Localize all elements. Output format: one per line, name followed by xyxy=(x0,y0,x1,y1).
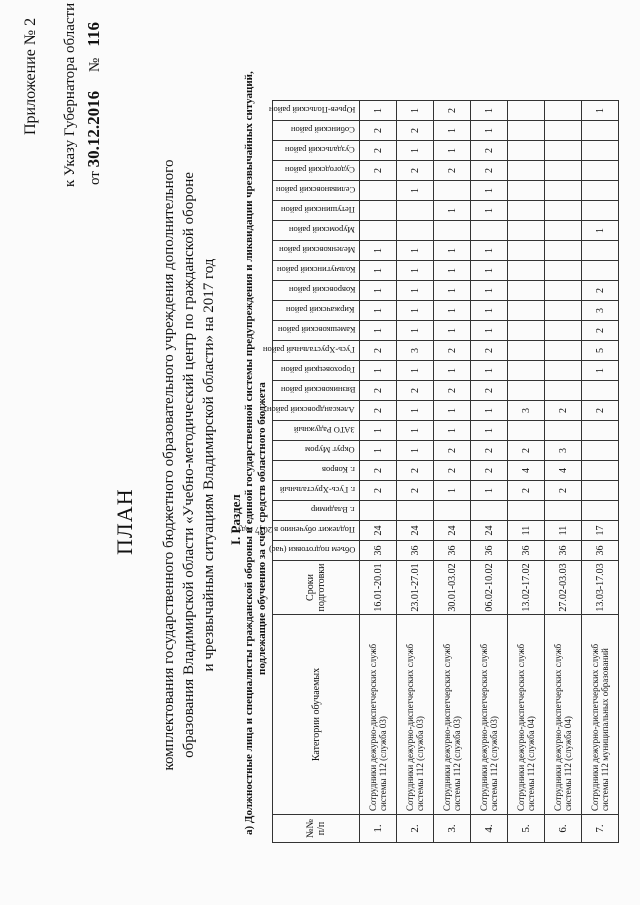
row-dates: 13.03-17.03 xyxy=(582,561,619,615)
row-district-count: 2 xyxy=(360,381,397,401)
row-number: 2. xyxy=(397,815,434,843)
row-category: Сотрудники дежурно-диспетчерских служб системы 112 (служба 03) xyxy=(434,615,471,815)
row-district-count xyxy=(508,501,545,521)
row-dates: 30.01-03.02 xyxy=(434,561,471,615)
row-district-count xyxy=(582,161,619,181)
row-district-count: 2 xyxy=(360,481,397,501)
decree-number-label: № xyxy=(87,57,103,73)
row-district-count xyxy=(582,461,619,481)
row-district-count: 2 xyxy=(582,321,619,341)
section-subtitle-1: а) Должностные лица и специалисты гражданской обороны и единой государственной системы предупреждения и ликвидации чрезвычайных ситуаций, xyxy=(243,71,255,835)
row-district-count xyxy=(582,121,619,141)
row-district-count: 2 xyxy=(508,441,545,461)
row-volume: 36 xyxy=(397,541,434,561)
row-volume: 36 xyxy=(545,541,582,561)
row-district-count: 2 xyxy=(471,141,508,161)
row-district-count xyxy=(545,281,582,301)
row-district-count xyxy=(545,221,582,241)
row-district-count xyxy=(508,361,545,381)
row-district-count: 2 xyxy=(434,341,471,361)
header-district: Гороховецкий район xyxy=(273,361,360,381)
header-district: Камешковский район xyxy=(273,321,360,341)
row-district-count: 2 xyxy=(360,401,397,421)
row-district-count xyxy=(545,261,582,281)
row-district-count: 2 xyxy=(360,121,397,141)
row-district-count xyxy=(397,221,434,241)
header-district: Кольчугинский район xyxy=(273,261,360,281)
row-district-count: 2 xyxy=(397,121,434,141)
row-district-count: 1 xyxy=(471,101,508,121)
title-line-3: и чрезвычайным ситуациям Владимирской области» на 2017 год xyxy=(201,258,217,672)
row-district-count: 2 xyxy=(397,381,434,401)
row-district-count xyxy=(582,441,619,461)
table-row xyxy=(397,101,434,843)
row-district-count xyxy=(582,201,619,221)
row-district-count xyxy=(582,481,619,501)
row-district-count: 1 xyxy=(434,481,471,501)
row-category: Сотрудники дежурно-диспетчерских служб системы 112 (служба 03) xyxy=(471,615,508,815)
header-dates: Сроки подготовки xyxy=(273,561,360,615)
row-district-count: 4 xyxy=(545,461,582,481)
row-district-count xyxy=(508,341,545,361)
header-total: Подлежит обучению в 2017 году xyxy=(273,521,360,541)
row-district-count xyxy=(545,341,582,361)
row-district-count: 1 xyxy=(397,421,434,441)
row-district-count xyxy=(471,221,508,241)
row-district-count: 2 xyxy=(545,481,582,501)
section-subtitle-2: подлежащие обучению за счёт средств областного бюджета xyxy=(256,382,268,675)
header-category: Категории обучаемых xyxy=(273,615,360,815)
row-total: 24 xyxy=(397,521,434,541)
row-district-count xyxy=(508,141,545,161)
row-district-count xyxy=(545,241,582,261)
header-district: Округ Муром xyxy=(273,441,360,461)
header-district: Гусь-Хрустальный район xyxy=(273,341,360,361)
row-total: 24 xyxy=(434,521,471,541)
header-district: Юрьев-Польский район xyxy=(273,101,360,121)
title-line-1: комплектования государственного бюджетного образовательного учреждения дополнительного xyxy=(161,159,177,771)
row-district-count: 2 xyxy=(397,481,434,501)
row-district-count: 1 xyxy=(434,241,471,261)
row-district-count: 2 xyxy=(582,281,619,301)
header-district: г. Гусь-Хрустальный xyxy=(273,481,360,501)
row-district-count: 2 xyxy=(397,461,434,481)
row-district-count xyxy=(545,161,582,181)
header-volume: Объем подготовки (час) xyxy=(273,541,360,561)
header-district: г. Ковров xyxy=(273,461,360,481)
row-district-count: 1 xyxy=(471,201,508,221)
header-district: Ковровский район xyxy=(273,281,360,301)
row-district-count: 1 xyxy=(360,301,397,321)
decree-prefix: от xyxy=(87,171,103,185)
table-body xyxy=(360,101,619,843)
row-district-count: 2 xyxy=(545,401,582,421)
row-district-count xyxy=(545,361,582,381)
row-district-count xyxy=(545,201,582,221)
row-district-count xyxy=(582,241,619,261)
row-category: Сотрудники дежурно-диспетчерских служб системы 112 (служба 04) xyxy=(508,615,545,815)
header-district: Собинский район xyxy=(273,121,360,141)
row-district-count xyxy=(545,301,582,321)
row-district-count xyxy=(508,321,545,341)
row-district-count: 1 xyxy=(582,101,619,121)
row-district-count: 1 xyxy=(471,361,508,381)
table-row xyxy=(434,101,471,843)
row-district-count xyxy=(545,381,582,401)
row-category: Сотрудники дежурно-диспетчерских служб системы 112 (служба 03) xyxy=(360,615,397,815)
row-district-count xyxy=(508,421,545,441)
row-category: Сотрудники дежурно-диспетчерских служб системы 112 (служба 03) xyxy=(397,615,434,815)
row-district-count: 1 xyxy=(582,221,619,241)
row-district-count xyxy=(508,281,545,301)
row-district-count: 2 xyxy=(360,341,397,361)
row-district-count: 1 xyxy=(360,281,397,301)
row-total: 24 xyxy=(360,521,397,541)
row-district-count: 1 xyxy=(397,181,434,201)
row-district-count: 2 xyxy=(471,341,508,361)
row-district-count xyxy=(508,261,545,281)
row-district-count: 1 xyxy=(397,321,434,341)
row-district-count xyxy=(434,221,471,241)
row-district-count: 3 xyxy=(508,401,545,421)
row-district-count: 2 xyxy=(434,101,471,121)
row-district-count xyxy=(471,501,508,521)
title-line-2: образования Владимирской области «Учебно-методический центр по гражданской обороне xyxy=(181,172,197,758)
row-number: 5. xyxy=(508,815,545,843)
row-district-count xyxy=(508,121,545,141)
table-row xyxy=(545,101,582,843)
row-district-count: 1 xyxy=(434,301,471,321)
row-district-count: 1 xyxy=(471,321,508,341)
row-volume: 36 xyxy=(471,541,508,561)
row-district-count: 2 xyxy=(471,381,508,401)
row-district-count: 1 xyxy=(397,261,434,281)
decree-reference: к Указу Губернатора области xyxy=(62,2,78,187)
row-district-count xyxy=(508,181,545,201)
row-district-count xyxy=(508,161,545,181)
row-district-count: 1 xyxy=(471,241,508,261)
row-district-count: 1 xyxy=(434,261,471,281)
row-volume: 36 xyxy=(582,541,619,561)
row-district-count: 1 xyxy=(434,121,471,141)
header-district: Киржачский район xyxy=(273,301,360,321)
row-district-count: 1 xyxy=(434,281,471,301)
header-district: Муромский район xyxy=(273,221,360,241)
row-district-count: 3 xyxy=(397,341,434,361)
decree-number: 116 xyxy=(84,22,103,47)
row-district-count: 1 xyxy=(397,441,434,461)
header-district: Суздальский район xyxy=(273,141,360,161)
row-district-count: 2 xyxy=(434,461,471,481)
row-district-count: 5 xyxy=(582,341,619,361)
header-district: Петушинский район xyxy=(273,201,360,221)
header-district: Меленковский район xyxy=(273,241,360,261)
row-district-count: 2 xyxy=(434,381,471,401)
page-title: ПЛАН xyxy=(112,488,137,555)
row-district-count: 1 xyxy=(434,401,471,421)
row-district-count xyxy=(545,181,582,201)
row-district-count: 1 xyxy=(397,101,434,121)
row-number: 7. xyxy=(582,815,619,843)
row-district-count xyxy=(397,201,434,221)
header-district: Селивановский район xyxy=(273,181,360,201)
row-dates: 13.02-17.02 xyxy=(508,561,545,615)
row-district-count: 2 xyxy=(471,441,508,461)
row-category: Сотрудники дежурно-диспетчерских служб системы 112 (служба 04) xyxy=(545,615,582,815)
table-row xyxy=(508,101,545,843)
row-dates: 16.01-20.01 xyxy=(360,561,397,615)
row-district-count: 1 xyxy=(434,361,471,381)
row-district-count: 1 xyxy=(471,481,508,501)
row-district-count: 1 xyxy=(471,301,508,321)
row-district-count: 1 xyxy=(471,281,508,301)
row-district-count: 2 xyxy=(471,461,508,481)
row-district-count: 1 xyxy=(360,361,397,381)
row-district-count xyxy=(508,381,545,401)
row-district-count: 1 xyxy=(471,421,508,441)
row-total: 11 xyxy=(545,521,582,541)
row-district-count xyxy=(582,261,619,281)
row-volume: 36 xyxy=(360,541,397,561)
row-district-count xyxy=(360,221,397,241)
row-district-count: 1 xyxy=(360,241,397,261)
row-district-count xyxy=(582,181,619,201)
row-number: 6. xyxy=(545,815,582,843)
row-district-count: 1 xyxy=(434,141,471,161)
row-district-count: 1 xyxy=(360,321,397,341)
header-district: Александровский район xyxy=(273,401,360,421)
row-district-count xyxy=(508,101,545,121)
row-district-count: 2 xyxy=(360,161,397,181)
row-district-count xyxy=(360,181,397,201)
row-district-count: 1 xyxy=(582,361,619,381)
row-district-count: 2 xyxy=(582,401,619,421)
table-row xyxy=(360,101,397,843)
appendix-label: Приложение № 2 xyxy=(22,17,39,135)
header-district: ЗАТО Радужный xyxy=(273,421,360,441)
header-district: Судогодский район xyxy=(273,161,360,181)
row-district-count xyxy=(508,241,545,261)
row-district-count: 4 xyxy=(508,461,545,481)
row-district-count xyxy=(508,221,545,241)
row-district-count: 2 xyxy=(434,161,471,181)
row-district-count: 2 xyxy=(434,441,471,461)
row-district-count: 1 xyxy=(360,261,397,281)
row-dates: 27.02-03.03 xyxy=(545,561,582,615)
row-district-count xyxy=(582,421,619,441)
section-heading: I. Раздел xyxy=(228,494,243,545)
row-district-count: 1 xyxy=(471,261,508,281)
row-district-count: 1 xyxy=(360,441,397,461)
row-district-count: 1 xyxy=(434,201,471,221)
row-district-count: 1 xyxy=(397,141,434,161)
row-district-count: 2 xyxy=(471,161,508,181)
row-district-count xyxy=(545,501,582,521)
row-district-count: 1 xyxy=(434,321,471,341)
row-total: 17 xyxy=(582,521,619,541)
row-district-count: 1 xyxy=(397,281,434,301)
row-district-count xyxy=(545,421,582,441)
row-district-count xyxy=(582,501,619,521)
row-number: 1. xyxy=(360,815,397,843)
row-district-count: 2 xyxy=(508,481,545,501)
row-district-count: 1 xyxy=(471,121,508,141)
row-volume: 36 xyxy=(434,541,471,561)
decree-date: 30.12.2016 xyxy=(84,90,103,168)
row-dates: 23.01-27.01 xyxy=(397,561,434,615)
row-volume: 36 xyxy=(508,541,545,561)
header-district: г. Владимир xyxy=(273,501,360,521)
table-row xyxy=(471,101,508,843)
row-district-count: 2 xyxy=(397,161,434,181)
row-district-count xyxy=(508,301,545,321)
table-header-row xyxy=(273,101,360,843)
row-district-count: 1 xyxy=(471,181,508,201)
row-district-count xyxy=(434,181,471,201)
row-district-count xyxy=(360,501,397,521)
row-district-count: 1 xyxy=(397,361,434,381)
table-row xyxy=(582,101,619,843)
row-district-count xyxy=(582,381,619,401)
row-district-count: 1 xyxy=(360,101,397,121)
row-district-count xyxy=(397,501,434,521)
row-district-count xyxy=(545,101,582,121)
row-number: 3. xyxy=(434,815,471,843)
row-district-count xyxy=(582,141,619,161)
row-district-count xyxy=(545,321,582,341)
header-district: Вязниковский район xyxy=(273,381,360,401)
row-district-count: 1 xyxy=(360,421,397,441)
row-district-count: 1 xyxy=(471,401,508,421)
row-district-count: 2 xyxy=(360,141,397,161)
header-num: №№ п/п xyxy=(273,815,360,843)
row-district-count: 1 xyxy=(397,241,434,261)
row-district-count xyxy=(434,501,471,521)
row-category: Сотрудники дежурно-диспетчерских служб системы 112 муниципальных образований xyxy=(582,615,619,815)
row-district-count xyxy=(545,141,582,161)
row-district-count: 3 xyxy=(582,301,619,321)
row-number: 4. xyxy=(471,815,508,843)
row-district-count xyxy=(545,121,582,141)
row-district-count: 1 xyxy=(434,421,471,441)
decree-date-line xyxy=(84,22,104,185)
row-district-count: 2 xyxy=(360,461,397,481)
row-district-count xyxy=(360,201,397,221)
row-district-count xyxy=(508,201,545,221)
row-district-count: 1 xyxy=(397,301,434,321)
row-district-count: 3 xyxy=(545,441,582,461)
row-total: 11 xyxy=(508,521,545,541)
row-dates: 06.02-10.02 xyxy=(471,561,508,615)
row-district-count: 1 xyxy=(397,401,434,421)
row-total: 24 xyxy=(471,521,508,541)
